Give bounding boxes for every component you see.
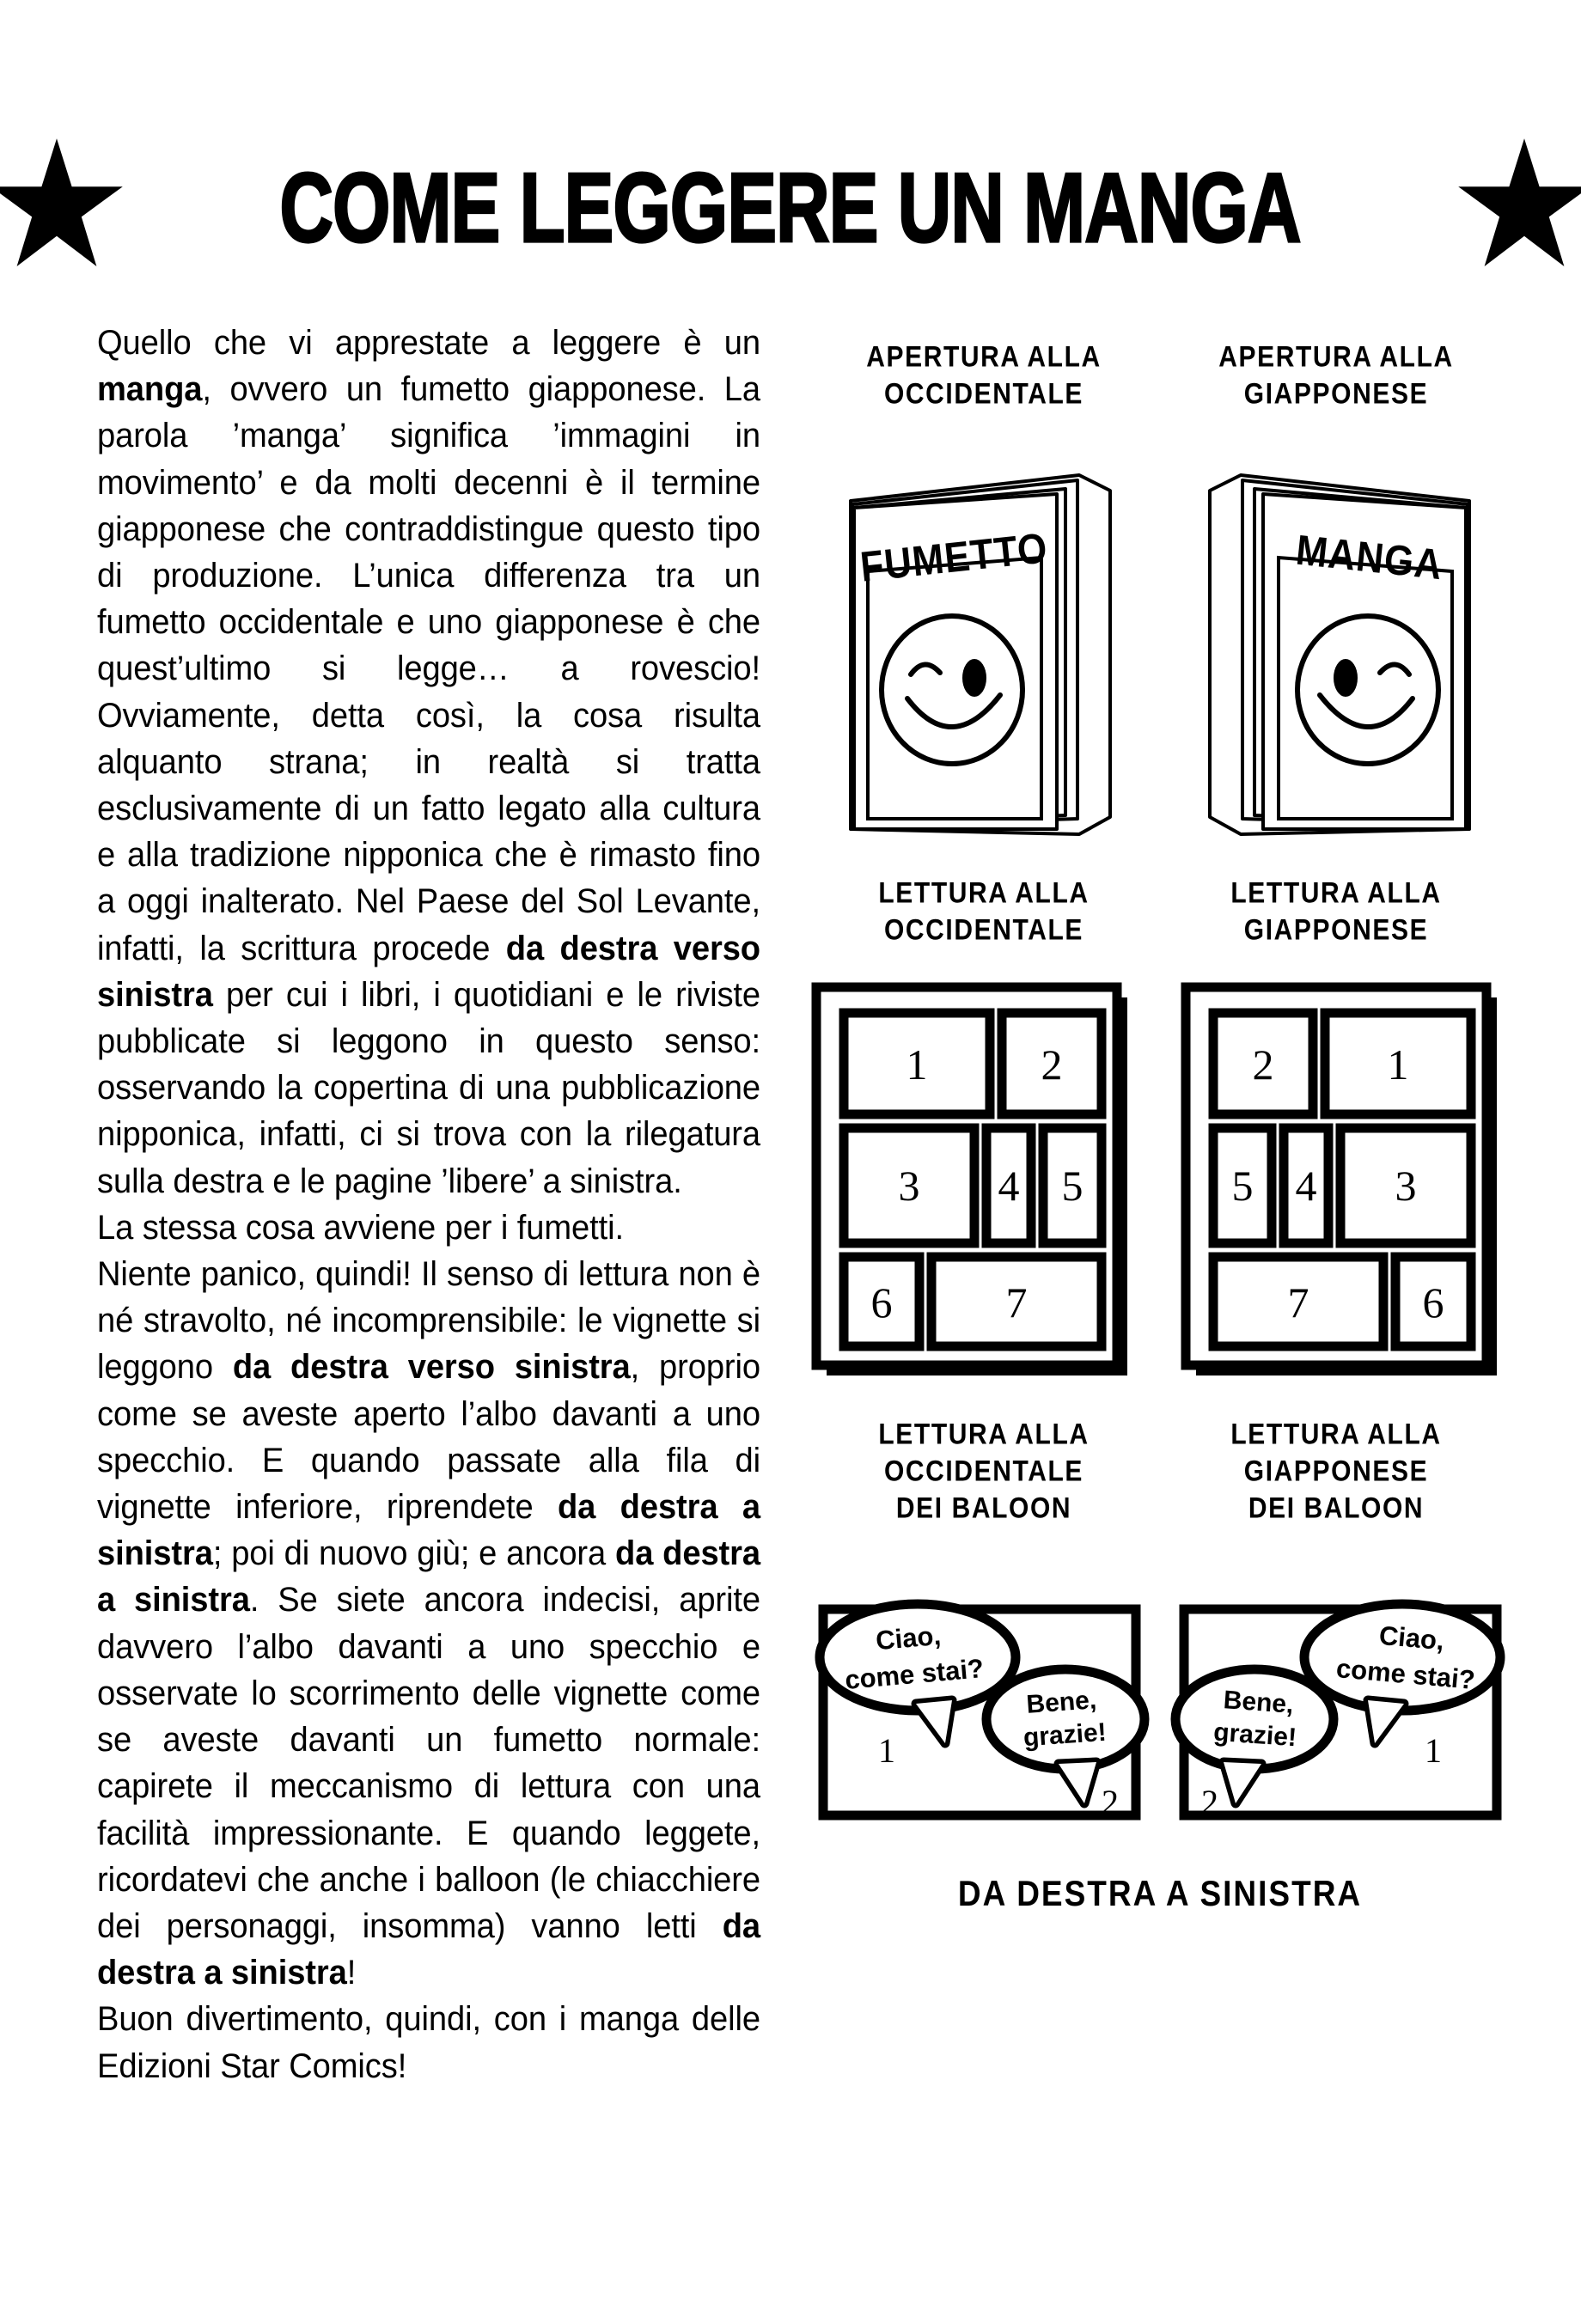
caption-opening-japanese: APERTURA ALLA GIAPPONESE (1218, 341, 1454, 411)
balloon-text: grazie! (1022, 1717, 1108, 1753)
opening-captions (808, 339, 1512, 411)
article-paragraph: Buon divertimento, quindi, con i manga delle Edizioni Star Comics! (97, 2000, 760, 2085)
balloon-order-number: 1 (1425, 1731, 1442, 1770)
balloon-order-number: 1 (878, 1731, 895, 1770)
book-cover-title-japanese: MANGA (1293, 526, 1445, 589)
panel-captions (808, 875, 1512, 947)
svg-text:3: 3 (1395, 1162, 1417, 1210)
balloon-text: Ciao, (874, 1619, 943, 1656)
page-header (0, 129, 1581, 279)
book-western (808, 441, 1151, 836)
article-body (97, 320, 760, 2089)
svg-text:4: 4 (1295, 1162, 1317, 1210)
svg-text:1: 1 (1387, 1040, 1409, 1089)
balloon-text: Ciao, (1377, 1619, 1446, 1656)
balloon-text: Bene, (1222, 1686, 1295, 1719)
svg-text:2: 2 (1252, 1040, 1274, 1089)
balloon-panel-japanese (1169, 1566, 1512, 1824)
caption-panels-western: LETTURA ALLA OCCIDENTALE (878, 877, 1090, 947)
panel-grid-western (808, 979, 1143, 1382)
book-japanese (1169, 441, 1512, 836)
svg-text:4: 4 (998, 1162, 1020, 1210)
balloon-text: come stai? (1334, 1653, 1477, 1696)
balloon-text: come stai? (843, 1653, 986, 1696)
svg-text:1: 1 (906, 1040, 928, 1089)
caption-reading-direction: DA DESTRA A SINISTRA (957, 1874, 1363, 1913)
star-icon (0, 136, 130, 273)
balloon-order-number: 2 (1102, 1783, 1119, 1821)
panel-grid-japanese (1177, 979, 1512, 1382)
page-title: COME LEGGERE UN MANGA (279, 151, 1302, 263)
caption-balloons-western: LETTURA ALLA OCCIDENTALE DEI BALOON (878, 1418, 1090, 1525)
star-icon (1451, 136, 1581, 273)
svg-text:7: 7 (1005, 1278, 1028, 1327)
balloon-figures (808, 1566, 1512, 1824)
svg-text:7: 7 (1287, 1278, 1309, 1327)
article-paragraph: Niente panico, quindi! Il senso di lettura non è né stravolto, né incomprensibile: le vignette si leggono da destra verso sinistra, proprio come se aveste aperto l’albo davanti a uno specchio. E quando passate alla fila di vignette inferiore, riprendete da destra a sinistra; poi di nuovo giù; e ancora da destra a sinistra. Se siete ancora indecisi, aprite davvero l’albo davanti a uno specchio e osservate lo scorrimento delle vignette come se aveste davanti un fumetto normale: capirete il meccanismo di lettura con una facilità impressionante. E quando leggete, ricordatevi che anche i balloon (le chiacchiere dei personaggi, insomma) vanno letti da destra a sinistra! (97, 1255, 761, 1992)
svg-text:3: 3 (898, 1162, 920, 1210)
article-paragraph: La stessa cosa avviene per i fumetti. (97, 1208, 624, 1247)
svg-text:6: 6 (870, 1278, 893, 1327)
balloon-order-number: 2 (1201, 1783, 1218, 1821)
book-cover-title-western: FUMETTO (858, 523, 1050, 591)
caption-panels-japanese: LETTURA ALLA GIAPPONESE (1230, 877, 1442, 947)
figures-column (808, 339, 1512, 1913)
article-paragraph: Quello che vi apprestate a leggere è un manga, ovvero un fumetto giapponese. La parola ’manga’ significa ’immagini in movimento’ e da molti decenni è il termine giapponese che contraddistingue questo tipo di produzione. L’unica differenza tra un fumetto occidentale e uno giapponese è che quest’ultimo si legge… a rovescio! Ovviamente, detta così, la cosa risulta alquanto strana; in realtà si tratta esclusivamente di un fatto legato alla cultura e alla tradizione nipponica che è rimasto fino a oggi inalterato. Nel Paese del Sol Levante, infatti, la scrittura procede da destra verso sinistra per cui i libri, i quotidiani e le riviste pubblicate si leggono in questo senso: osservando la copertina di una pubblicazione nipponica, infatti, ci si trova con la rilegatura sulla destra e le pagine ’libere’ a sinistra. (97, 324, 760, 1200)
balloon-text: grazie! (1212, 1717, 1298, 1753)
svg-text:5: 5 (1231, 1162, 1254, 1210)
svg-text:6: 6 (1422, 1278, 1444, 1327)
balloon-panel-western (808, 1566, 1151, 1824)
opening-figures (808, 441, 1512, 836)
svg-text:2: 2 (1041, 1040, 1063, 1089)
caption-balloons-japanese: LETTURA ALLA GIAPPONESE DEI BALOON (1230, 1418, 1442, 1525)
balloon-captions (808, 1417, 1512, 1525)
panel-figures (808, 979, 1512, 1382)
balloon-text: Bene, (1025, 1686, 1098, 1719)
svg-text:5: 5 (1061, 1162, 1084, 1210)
caption-opening-western: APERTURA ALLA OCCIDENTALE (866, 341, 1102, 411)
